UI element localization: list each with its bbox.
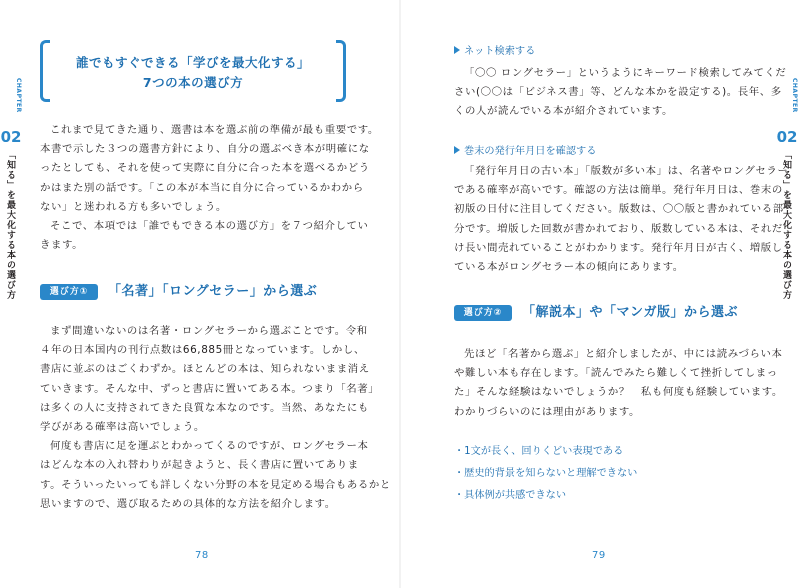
section-heading-1: [40, 282, 360, 302]
text-line: である確率が高いです。確認の方法は簡単。発行年月日は、巻末の: [454, 184, 783, 197]
section-title: 「名著」「ロングセラー」から選ぶ: [108, 284, 318, 299]
text-line: ている本がロングセラー本の傾向にあります。: [454, 261, 684, 274]
text-line: や難しい本も存在します。「読んでみたら難しくて挫折してしまっ: [454, 367, 778, 380]
triangle-icon: [454, 46, 460, 54]
list-item: ・歴史的背景を知らないと理解できない: [454, 468, 638, 479]
text-line: 「〇〇 ロングセラー」というようにキーワード検索してみてくだ: [464, 67, 787, 79]
section-heading-2: [454, 303, 774, 323]
text-line: そこで、本項では「誰でもできる本の選び方」を７つ紹介してい: [50, 220, 369, 233]
title-line-1: 誰でもすぐできる「学びを最大化する」: [75, 55, 310, 70]
section-badge: 選び方②: [454, 305, 512, 321]
text-line: す。そういったいっても詳しくない分野の本を見定める場合もあるかと: [40, 478, 391, 491]
text-line: かはまた別の話です。「この本が本当に自分に合っているかわから: [40, 181, 364, 194]
page-gutter: [399, 0, 401, 588]
chapter-label: CHAPTER: [15, 78, 22, 113]
text-line: た」そんな経験はないでしょうか？ 私も何度も経験しています。: [454, 386, 783, 399]
text-line: 書店に並ぶのはごくわずか。ほとんどの本は、知られないまま消え: [40, 363, 370, 376]
intro-paragraph: [40, 121, 379, 255]
text-line: け長い間売れていることがわかります。発行年月日が古く、増版し: [454, 241, 783, 254]
net-search-body: [454, 64, 786, 122]
text-line: ４年の日本国内の刊行点数は66,885冊となっています。しかし、: [40, 344, 365, 357]
difficulty-reasons-list: [454, 441, 637, 507]
text-line: ていきます。そんな中、ずっと書店に置いてある本。つまり「名著」: [40, 382, 380, 395]
subheading-text: 巻末の発行年月日を確認する: [464, 146, 597, 157]
publication-date-body: [454, 162, 788, 277]
text-line: はどんな本の入れ替わりが起きようと、長く書店に置いてありま: [40, 459, 359, 472]
text-line: 思いますので、選び取るための具体的な方法を紹介します。: [40, 497, 336, 510]
section-title-box: [40, 40, 346, 102]
list-item: ・具体例が共感できない: [454, 490, 567, 501]
text-line: 「発行年月日の古い本」「版数が多い本」は、名著やロングセラー: [464, 165, 789, 177]
text-line: 本書で示した３つの選書方針により、自分の選ぶべき本が明確にな: [40, 143, 370, 156]
chapter-title: 「知る」を最大化する本の選び方: [781, 150, 791, 300]
text-line: これまで見てきた通り、選書は本を選ぶ前の準備が最も重要です。: [50, 124, 379, 136]
text-line: ったとしても、それを使って実際に自分に合った本を選べるかどう: [40, 162, 370, 175]
subheading-net-search: [454, 44, 535, 60]
text-line: ない」と迷われる方も多いでしょう。: [40, 200, 227, 213]
left-bracket: [40, 40, 50, 102]
subheading-publication-date: [454, 144, 596, 160]
triangle-icon: [454, 146, 460, 154]
chapter-number: 02: [776, 128, 798, 146]
text-line: 先ほど「名著から選ぶ」と紹介しましたが、中には読みづらい本: [464, 348, 783, 360]
text-line: は多くの人に支持されてきた良質な本なのです。当然、あなたにも: [40, 401, 369, 414]
section2-body: [454, 345, 783, 422]
page-number-left: 78: [195, 550, 209, 561]
text-line: 初版の日付に注目してください。版数は、〇〇版と書かれている部: [454, 203, 784, 216]
text-line: 何度も書店に足を運ぶとわかってくるのですが、ロングセラー本: [50, 440, 369, 453]
text-line: くの人が読んでいる本が紹介されています。: [454, 105, 673, 118]
subheading-text: ネット検索する: [464, 46, 536, 57]
right-bracket: [336, 40, 346, 102]
chapter-tab-left: [0, 78, 22, 318]
list-item: ・1文が長く、回りくどい表現である: [454, 446, 624, 457]
text-line: きます。: [40, 239, 84, 252]
text-line: わかりづらいのには理由があります。: [454, 405, 641, 418]
section-badge: 選び方①: [40, 284, 98, 300]
section1-body: [40, 322, 391, 514]
page-number-right: 79: [592, 550, 606, 561]
text-line: まず間違いないのは名著・ロングセラーから選ぶことです。令和: [50, 325, 368, 337]
title-line-2: 7つの本の選び方: [142, 75, 244, 90]
text-line: さい(〇〇は「ビジネス書」等、どんな本かを設定する)。長年、多: [454, 86, 782, 99]
chapter-title: 「知る」を最大化する本の選び方: [5, 150, 15, 300]
text-line: 分です。増版した回数が書かれており、版数している本は、それだ: [454, 222, 783, 235]
chapter-number: 02: [0, 128, 22, 146]
chapter-label: CHAPTER: [791, 78, 798, 113]
section-title: 「解説本」や「マンガ版」から選ぶ: [522, 305, 739, 320]
text-line: 学びがある確率は高いでしょう。: [40, 421, 205, 434]
